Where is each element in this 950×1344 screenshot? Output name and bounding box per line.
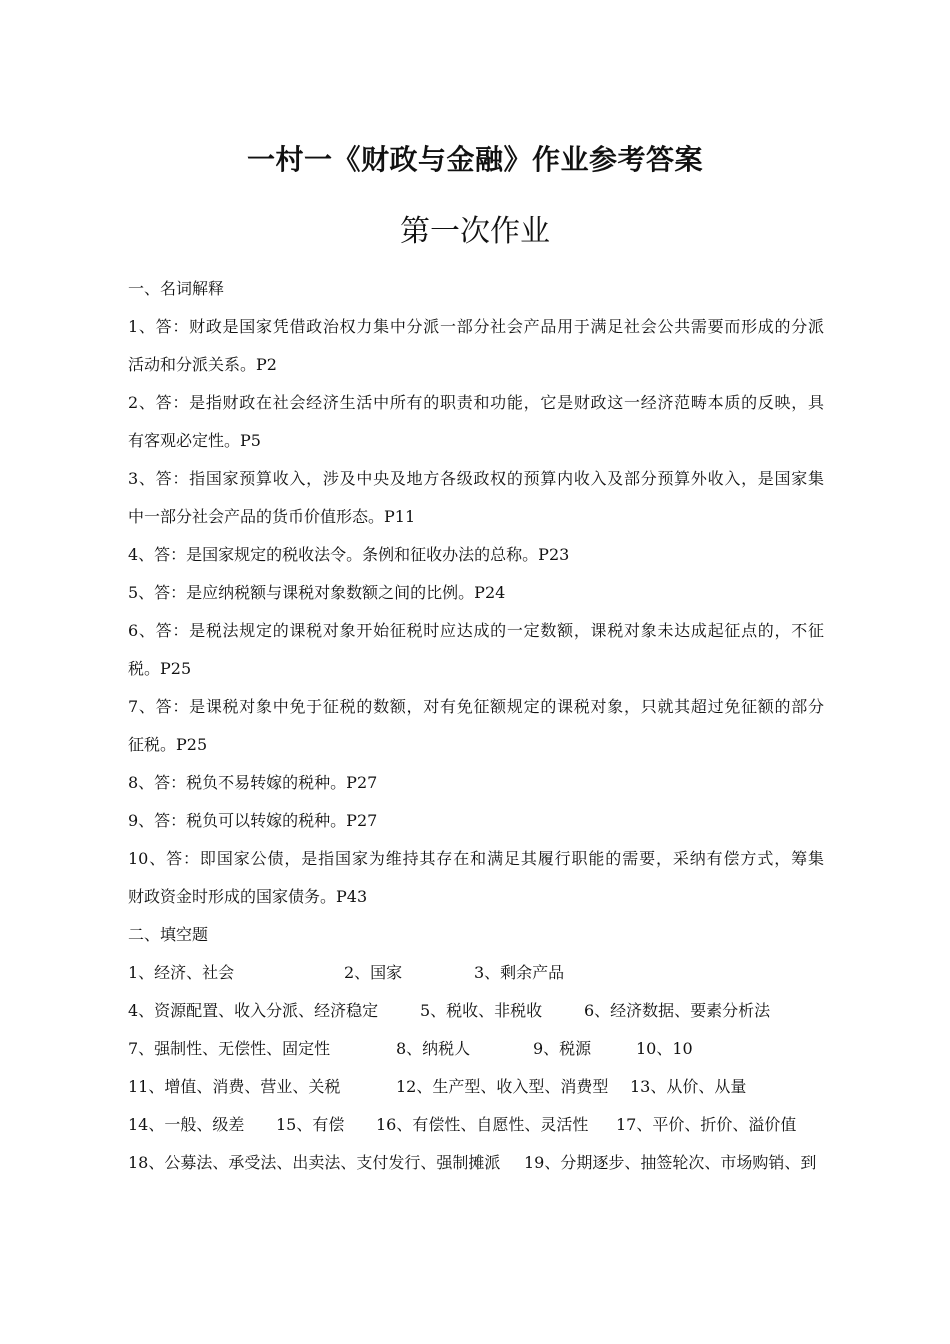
- fill-answer: 5、税收、非税收: [420, 1001, 543, 1020]
- answer-line: 10、答：即国家公债，是指国家为维持其存在和满足其履行职能的需要，采纳有偿方式，筹集: [128, 849, 824, 868]
- fill-answer: 2、国家: [344, 963, 403, 982]
- fill-answer: 14、一般、级差: [128, 1115, 245, 1134]
- fill-answer: 6、经济数据、要素分析法: [584, 1001, 771, 1020]
- fill-answer: 1、经济、社会: [128, 963, 235, 982]
- fill-answer: 17、平价、折价、溢价值: [616, 1115, 797, 1134]
- fill-answer: 8、纳税人: [396, 1039, 471, 1058]
- answer-line: 3、答：指国家预算收入，涉及中央及地方各级政权的预算内收入及部分预算外收入，是国家集: [128, 469, 824, 488]
- document-title: 一村一《财政与金融》作业参考答案: [246, 143, 703, 176]
- answer-line: 2、答：是指财政在社会经济生活中所有的职责和功能，它是财政这一经济范畴本质的反映，具: [128, 393, 824, 412]
- fill-row: [128, 960, 824, 998]
- answer-line-cont: 中一部分社会产品的货币价值形态。P11: [128, 507, 416, 526]
- fill-answer: 10、10: [636, 1039, 693, 1058]
- answer-line-cont: 有客观必定性。P5: [128, 431, 261, 450]
- document-subtitle: 第一次作业: [400, 214, 550, 249]
- answer-line: 9、答：税负可以转嫁的税种。P27: [128, 811, 378, 830]
- fill-answer: 7、强制性、无偿性、固定性: [128, 1039, 331, 1058]
- fill-row: [128, 1074, 824, 1112]
- fill-answer: 19、分期逐步、抽签轮次、市场购销、到: [524, 1153, 817, 1172]
- fill-answer: 13、从价、从量: [630, 1077, 747, 1096]
- answer-line-cont: 征税。P25: [128, 735, 208, 754]
- fill-row: [128, 998, 824, 1036]
- answer-line: 7、答：是课税对象中免于征税的数额，对有免征额规定的课税对象，只就其超过免征额的部分: [128, 697, 824, 716]
- fill-answer: 12、生产型、收入型、消费型: [396, 1077, 609, 1096]
- fill-answer: 16、有偿性、自愿性、灵活性: [376, 1115, 589, 1134]
- fill-answer: 9、税源: [533, 1039, 592, 1058]
- fill-answer: 18、公募法、承受法、出卖法、支付发行、强制摊派: [128, 1153, 501, 1172]
- fill-row: [128, 1036, 824, 1074]
- answer-line-cont: 税。P25: [128, 659, 192, 678]
- fill-answer: 15、有偿: [276, 1115, 345, 1134]
- answer-line-cont: 财政资金时形成的国家债务。P43: [128, 887, 368, 906]
- fill-row: [128, 1150, 824, 1188]
- answer-line: 5、答：是应纳税额与课税对象数额之间的比例。P24: [128, 583, 506, 602]
- fill-answer: 3、剩余产品: [474, 963, 565, 982]
- fill-answer: 4、资源配置、收入分派、经济稳定: [128, 1001, 379, 1020]
- answer-line: 8、答：税负不易转嫁的税种。P27: [128, 773, 378, 792]
- document-body: [128, 276, 824, 1188]
- answer-line-cont: 活动和分派关系。P2: [128, 355, 277, 374]
- section-heading: 一、名词解释: [128, 279, 225, 298]
- section-heading: 二、填空题: [128, 925, 209, 944]
- answer-line: 4、答：是国家规定的税收法令。条例和征收办法的总称。P23: [128, 545, 570, 564]
- fill-row: [128, 1112, 824, 1150]
- fill-answer: 11、增值、消费、营业、关税: [128, 1077, 341, 1096]
- answer-line: 1、答：财政是国家凭借政治权力集中分派一部分社会产品用于满足社会公共需要而形成的分派: [128, 317, 824, 336]
- answer-line: 6、答：是税法规定的课税对象开始征税时应达成的一定数额，课税对象未达成起征点的，不征: [128, 621, 824, 640]
